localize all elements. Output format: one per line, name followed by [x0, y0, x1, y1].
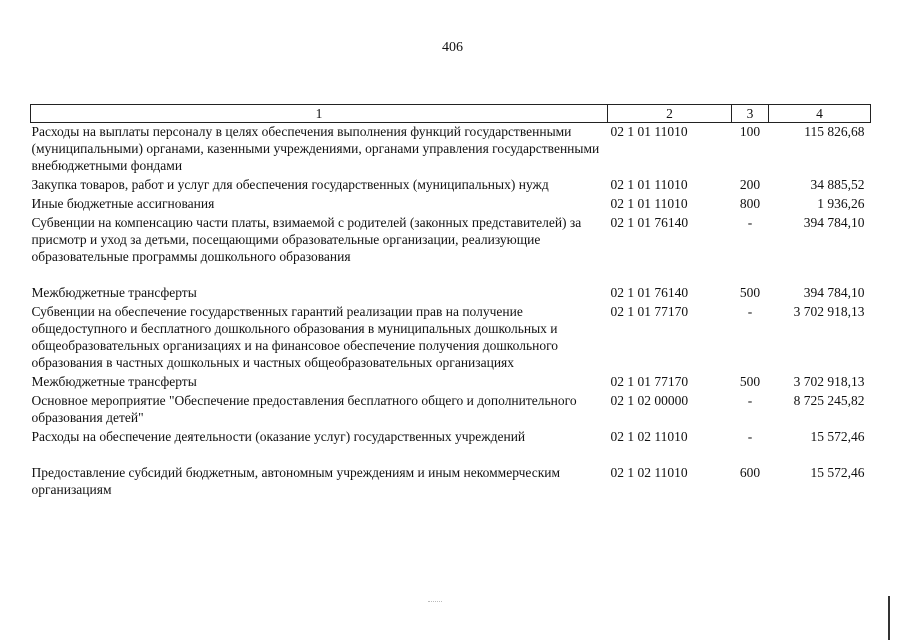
- row-code: 02 1 01 11010: [610, 124, 688, 139]
- table-row: [31, 373, 871, 392]
- header-row: [31, 105, 871, 123]
- row-type: -: [747, 429, 753, 444]
- row-code: 02 1 01 77170: [610, 304, 689, 319]
- row-type: 800: [739, 196, 761, 211]
- table-row: [31, 123, 871, 177]
- row-code: 02 1 01 76140: [610, 215, 689, 230]
- table-row: [31, 303, 871, 373]
- row-code: 02 1 01 77170: [610, 374, 689, 389]
- row-description: Межбюджетные трансферты: [31, 285, 197, 300]
- row-description: Расходы на обеспечение деятельности (оказание услуг) государственных учреждений: [31, 429, 526, 444]
- row-code: 02 1 02 00000: [610, 393, 689, 408]
- row-description: Закупка товаров, работ и услуг для обеспечения государственных (муниципальных) нужд: [31, 177, 549, 192]
- row-code: 02 1 01 11010: [610, 177, 688, 192]
- row-type: -: [747, 393, 753, 408]
- table-row: [31, 195, 871, 214]
- row-type: 600: [739, 465, 761, 480]
- row-type: -: [747, 304, 753, 319]
- row-amount: 3 702 918,13: [793, 374, 865, 389]
- page-number: 406: [442, 40, 463, 55]
- table-header: [31, 105, 871, 123]
- row-description: Субвенции на компенсацию части платы, взимаемой с родителей (законных представителей) за присмотр и уход за детьми, посещающими образовательные организации, реализующие образовательные программы дошкольного образования: [31, 215, 582, 264]
- row-description: Межбюджетные трансферты: [31, 374, 197, 389]
- scan-artifact-dots: [428, 601, 442, 603]
- scan-edge-line: [888, 596, 890, 640]
- table-row: [31, 214, 871, 284]
- column-header-2: 2: [608, 105, 732, 123]
- row-description: Основное мероприятие "Обеспечение предоставления бесплатного общего и дополнительного образования детей": [31, 393, 577, 425]
- row-code: 02 1 02 11010: [610, 465, 688, 480]
- budget-table: [30, 104, 871, 500]
- row-description: Субвенции на обеспечение государственных гарантий реализации прав на получение общедоступного и бесплатного дошкольного образования в муниципальных дошкольных и общеобразовательных организациях и на финансовое обеспечение получения дошкольного образования в частных дошкольных и частных общеобразовательных организациях: [31, 304, 559, 370]
- row-amount: 3 702 918,13: [793, 304, 865, 319]
- row-description: Расходы на выплаты персоналу в целях обеспечения выполнения функций государственными (муниципальными) органами, казенными учреждениями, органами управления государственными внебюджетными фондами: [31, 124, 600, 173]
- column-header-1: 1: [31, 105, 608, 123]
- row-type: -: [747, 215, 753, 230]
- column-header-4: 4: [769, 105, 871, 123]
- table-row: [31, 428, 871, 464]
- row-amount: 15 572,46: [810, 429, 865, 444]
- table-row: [31, 176, 871, 195]
- row-type: 500: [739, 374, 761, 389]
- row-amount: 394 784,10: [803, 285, 865, 300]
- row-amount: 34 885,52: [810, 177, 865, 192]
- row-amount: 115 826,68: [804, 124, 865, 139]
- row-description: Предоставление субсидий бюджетным, автономным учреждениям и иным некоммерческим организациям: [31, 465, 561, 497]
- row-amount: 8 725 245,82: [793, 393, 865, 408]
- table-body: [31, 123, 871, 501]
- row-amount: 1 936,26: [817, 196, 865, 211]
- column-header-3: 3: [732, 105, 769, 123]
- table-row: [31, 392, 871, 428]
- table-row: [31, 464, 871, 500]
- row-amount: 15 572,46: [810, 465, 865, 480]
- row-code: 02 1 01 11010: [610, 196, 688, 211]
- row-description: Иные бюджетные ассигнования: [31, 196, 215, 211]
- row-amount: 394 784,10: [803, 215, 865, 230]
- row-type: 500: [739, 285, 761, 300]
- row-code: 02 1 01 76140: [610, 285, 689, 300]
- row-code: 02 1 02 11010: [610, 429, 688, 444]
- row-type: 200: [739, 177, 761, 192]
- table-row: [31, 284, 871, 303]
- row-type: 100: [739, 124, 761, 139]
